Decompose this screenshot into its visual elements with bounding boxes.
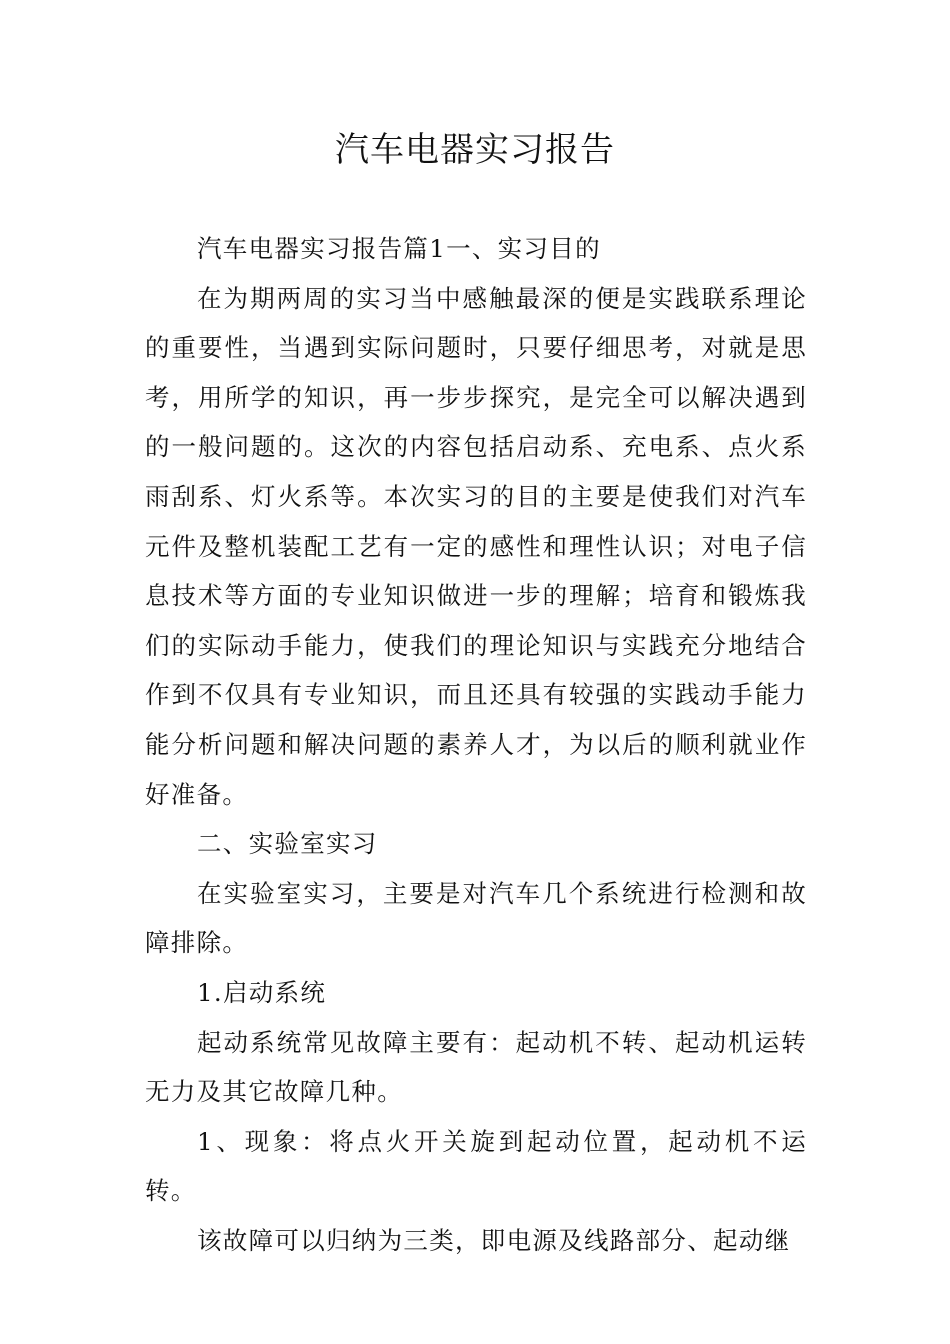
document-title: 汽车电器实习报告	[335, 130, 615, 170]
paragraph-fault-categories: 该故障可以归纳为三类，即电源及线路部分、起动继	[197, 1225, 791, 1255]
document-body	[145, 224, 807, 1265]
paragraph-start-system-faults: 起动系统常见故障主要有：起动机不转、起动机运转无力及其它故障几种。	[145, 1027, 807, 1107]
paragraph-start-system-heading: 1.启动系统	[197, 977, 327, 1007]
paragraph-lab-heading: 二、实验室实习	[197, 829, 378, 859]
paragraph-purpose-text: 在为期两周的实习当中感触最深的便是实践联系理论的重要性，当遇到实际问题时，只要仔细思考，对就是思考，用所学的知识，再一步步探究，是完全可以解决遇到的一般问题的。这次的内容包括启动系、充电系、点火系雨刮系、灯火系等。本次实习的目的主要是使我们对汽车元件及整机装配工艺有一定的感性和理性认识；对电子信息技术等方面的专业知识做进一步的理解；培育和锻炼我们的实际动手能力，使我们的理论知识与实践充分地结合作到不仅具有专业知识，而且还具有较强的实践动手能力能分析问题和解决问题的素养人才，为以后的顺利就业作好准备。	[145, 283, 807, 809]
paragraph-lab-intro: 在实验室实习，主要是对汽车几个系统进行检测和故障排除。	[145, 878, 807, 958]
paragraph-section-heading-purpose: 汽车电器实习报告篇1一、实习目的	[197, 234, 601, 263]
paragraph-fault-symptom: 1、现象：将点火开关旋到起动位置，起动机不运转。	[145, 1126, 807, 1206]
